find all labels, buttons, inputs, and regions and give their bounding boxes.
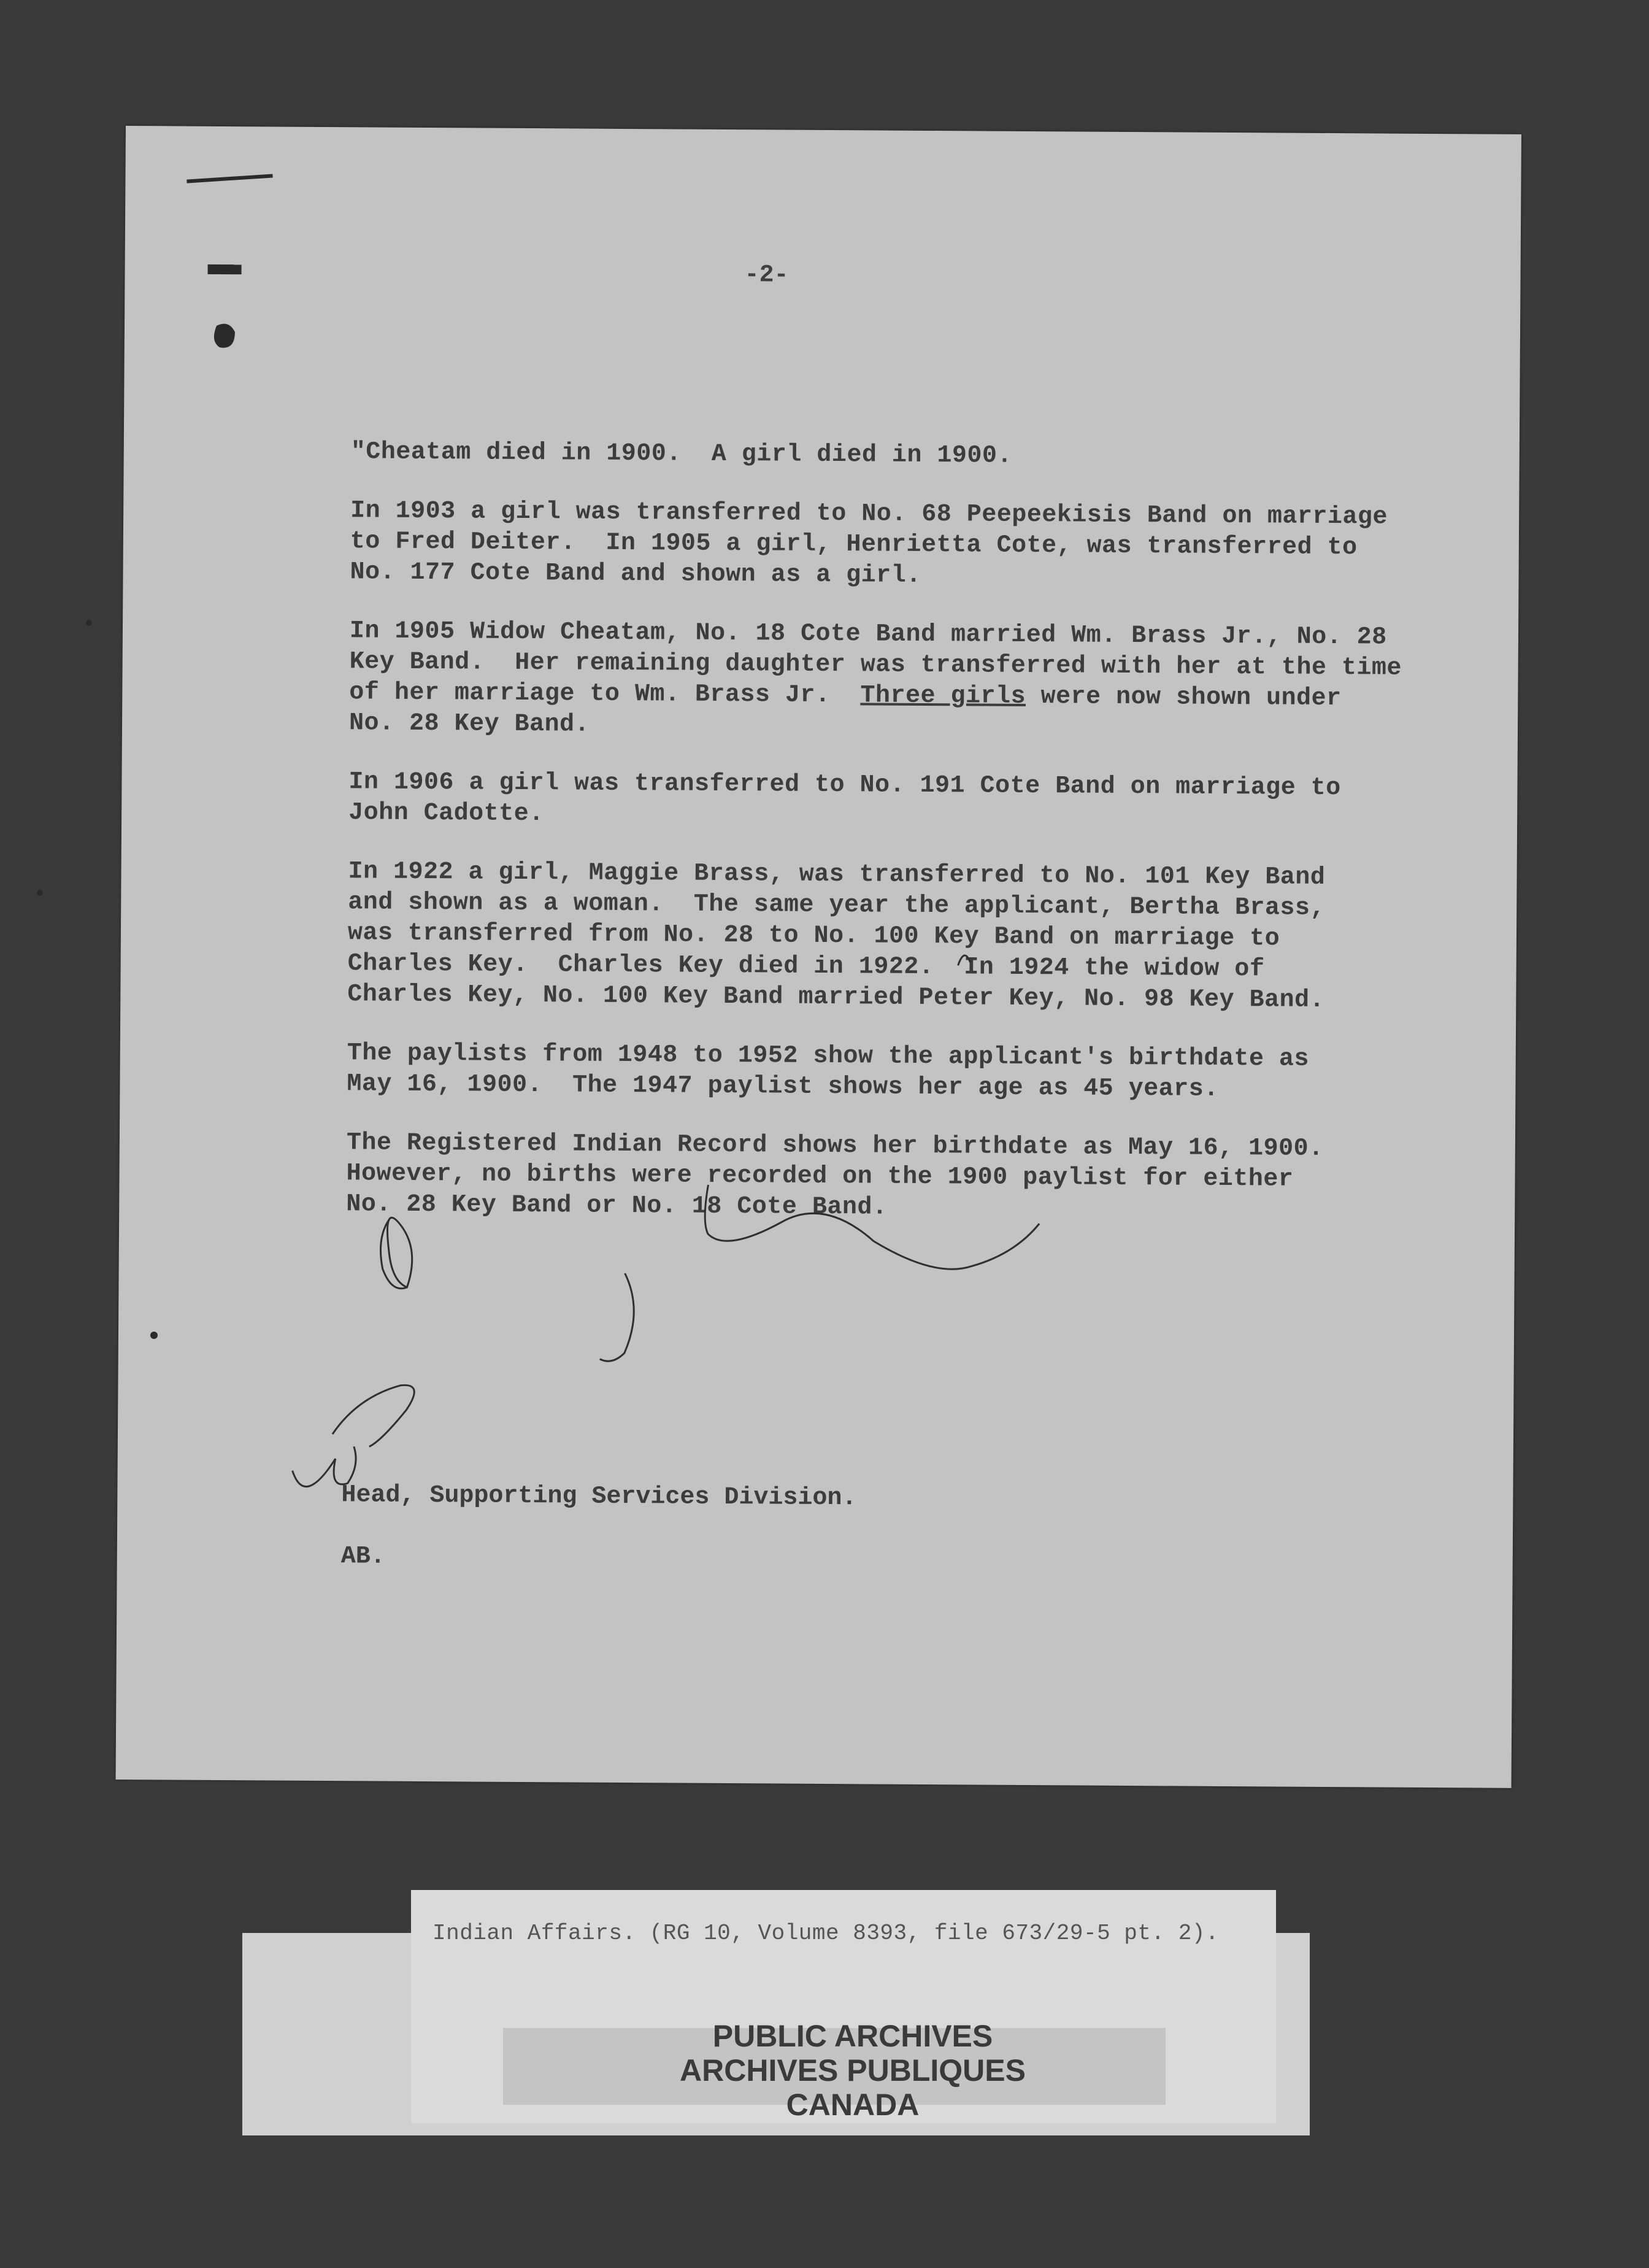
- paragraph-3: [349, 616, 1405, 746]
- line: However, no births were recorded on the 1900 paylist for either: [346, 1160, 1294, 1194]
- line: Charles Key, No. 100 Key Band married Peter Key, No. 98 Key Band.: [347, 981, 1325, 1014]
- line: Charles Key. Charles Key died in 1922. In 1924 the widow of: [347, 950, 1265, 984]
- underlined-phrase: Three girls: [860, 682, 1026, 711]
- paragraph-5: [347, 857, 1403, 1017]
- stamp-line: CANADA: [786, 2088, 920, 2122]
- line: Key Band. Her remaining daughter was transferred with her at the time: [349, 648, 1402, 682]
- line: The Registered Indian Record shows her birthdate as May 16, 1900.: [346, 1129, 1324, 1163]
- line: In 1903 a girl was transferred to No. 68 Peepeekisis Band on marriage: [350, 497, 1388, 531]
- initials: AB.: [340, 1543, 385, 1571]
- document-page: [116, 126, 1521, 1788]
- line: John Cadotte.: [348, 799, 544, 828]
- line: was transferred from No. 28 to No. 100 Key Band on marriage to: [347, 919, 1280, 953]
- paragraph-7: [346, 1128, 1402, 1227]
- paragraph-6: [347, 1038, 1402, 1106]
- paragraph-1: [351, 437, 1406, 474]
- page-number: -2-: [744, 261, 789, 290]
- speck: [37, 890, 43, 896]
- line: No. 177 Cote Band and shown as a girl.: [350, 558, 921, 590]
- archive-citation: Indian Affairs. (RG 10, Volume 8393, file 673/29-5 pt. 2).: [432, 1921, 1220, 1946]
- paragraph-4: [348, 767, 1404, 835]
- line: In 1906 a girl was transferred to No. 191 Cote Band on marriage to: [348, 768, 1341, 803]
- stamp-line: ARCHIVES PUBLIQUES: [680, 2053, 1026, 2088]
- signature-block: [340, 1465, 856, 1591]
- line: were now shown under: [1040, 683, 1342, 713]
- line: No. 28 Key Band.: [348, 709, 590, 739]
- line: to Fred Deiter. In 1905 a girl, Henrietta Cote, was transferred to: [350, 528, 1358, 562]
- speck: [86, 620, 92, 626]
- line: In 1922 a girl, Maggie Brass, was transferred to No. 101 Key Band: [348, 858, 1326, 892]
- line: No. 28 Key Band or No. 18 Cote Band.: [346, 1190, 888, 1222]
- line: "Cheatam died in 1900. A girl died in 1900.: [350, 438, 1013, 470]
- archives-stamp: [613, 2019, 1092, 2122]
- line: In 1905 Widow Cheatam, No. 18 Cote Band married Wm. Brass Jr., No. 28: [349, 617, 1387, 652]
- line: The paylists from 1948 to 1952 show the applicant's birthdate as: [347, 1040, 1310, 1073]
- line: and shown as a woman. The same year the applicant, Bertha Brass,: [348, 889, 1326, 922]
- line: of her marriage to Wm. Brass Jr.: [349, 679, 831, 710]
- signature-title: Head, Supporting Services Division.: [341, 1481, 857, 1513]
- speck: [150, 1332, 158, 1339]
- letter-body: [346, 437, 1406, 1254]
- paragraph-2: [350, 496, 1405, 595]
- stamp-line: PUBLIC ARCHIVES: [712, 2019, 993, 2053]
- line: May 16, 1900. The 1947 paylist shows her age as 45 years.: [347, 1070, 1219, 1103]
